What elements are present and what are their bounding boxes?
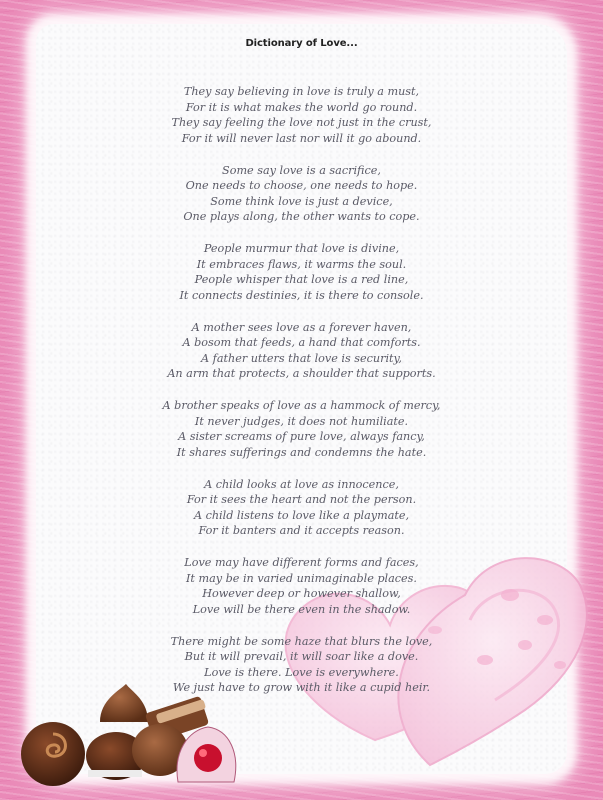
- poem-line: However deep or however shallow,: [202, 587, 401, 600]
- poem-line: For it banters and it accepts reason.: [198, 524, 405, 537]
- poem-line: An arm that protects, a shoulder that supports.: [167, 367, 436, 380]
- poem-body: [0, 84, 603, 712]
- poem-line: Love may have different forms and faces,: [184, 556, 419, 569]
- poem-line: For it sees the heart and not the person.: [186, 493, 417, 506]
- poem-line: Some say love is a sacrifice,: [222, 163, 381, 177]
- stanza: [0, 398, 603, 460]
- chocolates-decoration: [8, 682, 243, 787]
- poem-line: It never judges, it does not humiliate.: [194, 414, 409, 428]
- stanza: [0, 84, 603, 146]
- poem-line: People murmur that love is divine,: [203, 242, 400, 255]
- poem-line: A father utters that love is security,: [201, 351, 402, 365]
- poem-line: They say believing in love is truly a must,: [183, 85, 420, 98]
- poem-line: A child looks at love as innocence,: [204, 477, 399, 491]
- poem-line: It shares sufferings and condemns the hate.: [176, 445, 427, 459]
- poem-line: Some think love is just a device,: [210, 194, 393, 208]
- poem-line: A child listens to love like a playmate,: [193, 508, 410, 522]
- poem-line: But it will prevail, it will soar like a dove.: [184, 650, 419, 663]
- poem-line: People whisper that love is a red line,: [194, 273, 409, 286]
- poem-line: Love is there. Love is everywhere.: [204, 665, 399, 679]
- poem-line: Love will be there even in the shadow.: [192, 602, 411, 616]
- stanza: [0, 477, 603, 539]
- poem-line: One needs to choose, one needs to hope.: [185, 179, 418, 192]
- poem-line: It connects destinies, it is there to console.: [179, 288, 424, 302]
- poem-title: Dictionary of Love...: [245, 38, 358, 49]
- poem-line: It embraces flaws, it warms the soul.: [196, 257, 407, 271]
- stanza: [0, 320, 603, 382]
- poem-line: One plays along, the other wants to cope.: [183, 210, 420, 223]
- poem-line: For it is what makes the world go round.: [185, 100, 418, 114]
- poem-line: We just have to grow with it like a cupid heir.: [172, 681, 431, 694]
- poem-line: There might be some haze that blurs the love,: [170, 634, 433, 648]
- poem-line: A bosom that feeds, a hand that comforts.: [182, 336, 421, 349]
- poem-line: For it will never last nor will it go abound.: [181, 131, 422, 145]
- poem-line: It may be in varied unimaginable places.: [186, 571, 417, 585]
- stanza: [0, 241, 603, 303]
- stanza: [0, 555, 603, 617]
- poem-line: A brother speaks of love as a hammock of mercy,: [162, 399, 441, 412]
- poem-line: A mother sees love as a forever haven,: [191, 320, 412, 334]
- poem-line: A sister screams of pure love, always fancy,: [178, 430, 425, 443]
- poem-line: They say feeling the love not just in the crust,: [171, 116, 432, 129]
- stanza: [0, 163, 603, 225]
